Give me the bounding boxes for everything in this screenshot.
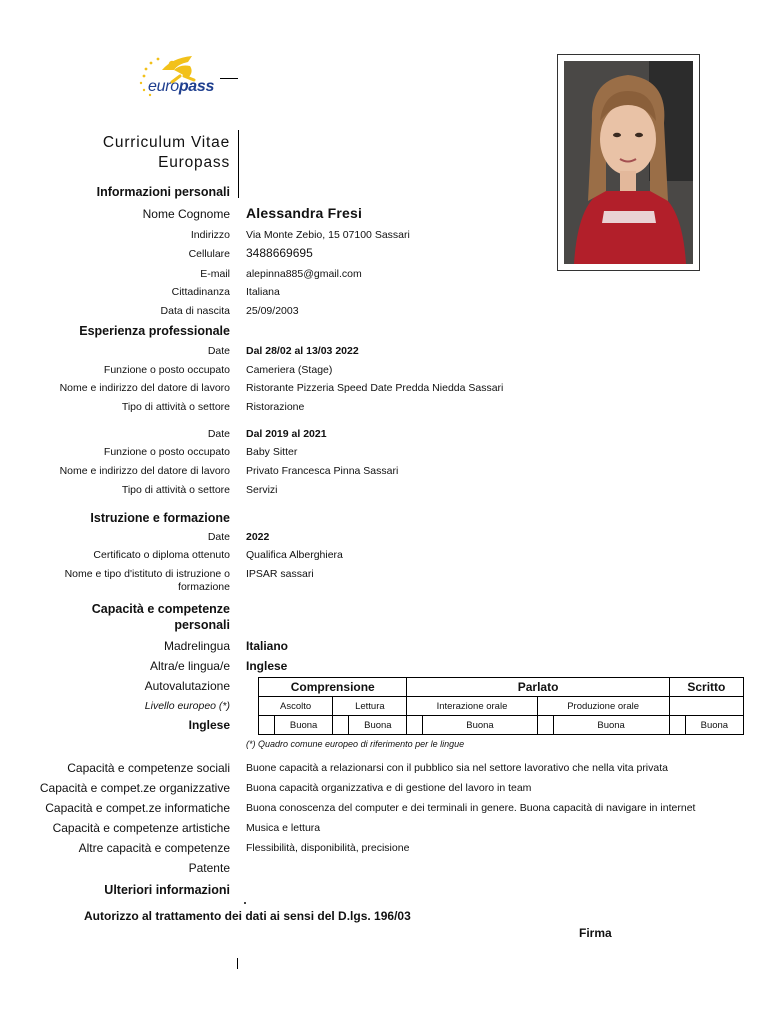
artistic-skills-label: Capacità e competenze artistiche	[52, 821, 230, 835]
edu-date-label: Date	[207, 531, 230, 543]
other-skills-value: Flessibilità, disponibilità, precisione	[246, 842, 410, 854]
level-interazione: Buona	[423, 716, 537, 735]
logo-underline	[220, 78, 238, 79]
text-cursor-mark	[237, 958, 238, 969]
social-skills-label: Capacità e competenze sociali	[67, 761, 230, 775]
full-name: Alessandra Fresi	[246, 205, 363, 221]
phone-value: 3488669695	[246, 246, 313, 260]
exp1-date-label: Date	[207, 345, 230, 357]
exp1-employer: Ristorante Pizzeria Speed Date Predda Niedda Sassari	[246, 382, 504, 394]
social-skills-value: Buone capacità a relazionarsi con il pubblico sia nel settore lavorativo che nella vita privata	[246, 762, 668, 774]
subheader-produzione: Produzione orale	[537, 697, 669, 716]
signature-label: Firma	[579, 926, 612, 940]
language-row-label: Inglese	[188, 718, 230, 732]
birthdate-value: 25/09/2003	[246, 305, 299, 317]
profile-photo	[557, 54, 700, 271]
address-label: Indirizzo	[190, 229, 230, 241]
organizational-skills-label: Capacità e compet.ze organizzative	[39, 781, 230, 795]
exp1-role: Cameriera (Stage)	[246, 364, 333, 376]
exp1-employer-label: Nome e indirizzo del datore di lavoro	[59, 382, 230, 394]
email-label: E-mail	[200, 268, 230, 280]
exp2-employer: Privato Francesca Pinna Sassari	[246, 465, 399, 477]
level-ascolto: Buona	[275, 716, 333, 735]
mother-tongue-label: Madrelingua	[163, 639, 230, 653]
exp2-date-label: Date	[207, 428, 230, 440]
other-languages-label: Altra/e lingua/e	[149, 659, 230, 673]
level-code-cell	[259, 716, 275, 735]
subheader-scritto-empty	[669, 697, 743, 716]
subheader-lettura: Lettura	[333, 697, 407, 716]
computer-skills-label: Capacità e compet.ze informatiche	[45, 801, 230, 815]
europass-logo	[132, 50, 244, 102]
exp1-role-label: Funzione o posto occupato	[103, 364, 230, 376]
exp2-role: Baby Sitter	[246, 446, 298, 458]
section-personal-skills: Capacità e competenze personali	[91, 602, 230, 632]
header-parlato: Parlato	[407, 678, 669, 697]
citizenship-label: Cittadinanza	[171, 286, 230, 298]
artistic-skills-value: Musica e lettura	[246, 822, 321, 834]
phone-label: Cellulare	[188, 248, 230, 260]
document-title: Curriculum Vitae Europass	[102, 134, 230, 171]
exp2-sector-label: Tipo di attività o settore	[121, 484, 230, 496]
other-languages-value: Inglese	[246, 659, 288, 673]
citizenship-value: Italiana	[246, 286, 280, 298]
computer-skills-value: Buona conoscenza del computer e dei terminali in genere. Buona capacità di navigare in internet	[246, 802, 696, 814]
header-scritto: Scritto	[669, 678, 743, 697]
license-label: Patente	[188, 861, 230, 875]
name-label: Nome Cognome	[142, 207, 230, 221]
exp1-date: Dal 28/02 al 13/03 2022	[246, 345, 359, 357]
exp2-role-label: Funzione o posto occupato	[103, 446, 230, 458]
level-code-cell	[669, 716, 685, 735]
exp1-sector-label: Tipo di attività o settore	[121, 401, 230, 413]
edu-date: 2022	[246, 531, 270, 543]
title-divider	[238, 130, 239, 198]
header-comprensione: Comprensione	[259, 678, 407, 697]
birthdate-label: Data di nascita	[160, 305, 230, 317]
organizational-skills-value: Buona capacità organizzativa e di gestione del lavoro in team	[246, 782, 532, 794]
email-value: alepinna885@gmail.com	[246, 268, 362, 280]
subheader-interazione: Interazione orale	[407, 697, 537, 716]
section-experience: Esperienza professionale	[79, 324, 230, 338]
cefr-footnote: (*) Quadro comune europeo di riferimento per le lingue	[246, 739, 465, 749]
other-skills-label: Altre capacità e competenze	[78, 841, 230, 855]
european-level-label: Livello europeo (*)	[144, 700, 230, 712]
address-value: Via Monte Zebio, 15 07100 Sassari	[246, 229, 410, 241]
level-lettura: Buona	[349, 716, 407, 735]
exp2-date: Dal 2019 al 2021	[246, 428, 327, 440]
language-assessment-table	[258, 677, 744, 735]
edu-cert: Qualifica Alberghiera	[246, 549, 343, 561]
level-scritto: Buona	[685, 716, 743, 735]
edu-cert-label: Certificato o diploma ottenuto	[93, 549, 230, 561]
subheader-ascolto: Ascolto	[259, 697, 333, 716]
exp2-sector: Servizi	[246, 484, 278, 496]
edu-school: IPSAR sassari	[246, 568, 314, 580]
privacy-authorization: Autorizzo al trattamento dei dati ai sensi del D.lgs. 196/03	[84, 909, 411, 923]
level-code-cell	[537, 716, 553, 735]
level-code-cell	[333, 716, 349, 735]
section-education: Istruzione e formazione	[90, 511, 230, 525]
exp2-employer-label: Nome e indirizzo del datore di lavoro	[59, 465, 230, 477]
stray-dot	[244, 902, 246, 904]
portrait-image	[564, 61, 693, 264]
section-personal-info: Informazioni personali	[96, 185, 230, 199]
edu-school-label: Nome e tipo d'istituto di istruzione o formazione	[64, 568, 230, 593]
europass-wordmark: europass	[148, 78, 215, 95]
mother-tongue-value: Italiano	[246, 639, 289, 653]
level-produzione: Buona	[553, 716, 669, 735]
level-code-cell	[407, 716, 423, 735]
section-additional-info: Ulteriori informazioni	[104, 883, 230, 897]
self-assessment-label: Autovalutazione	[144, 679, 230, 693]
exp1-sector: Ristorazione	[246, 401, 305, 413]
